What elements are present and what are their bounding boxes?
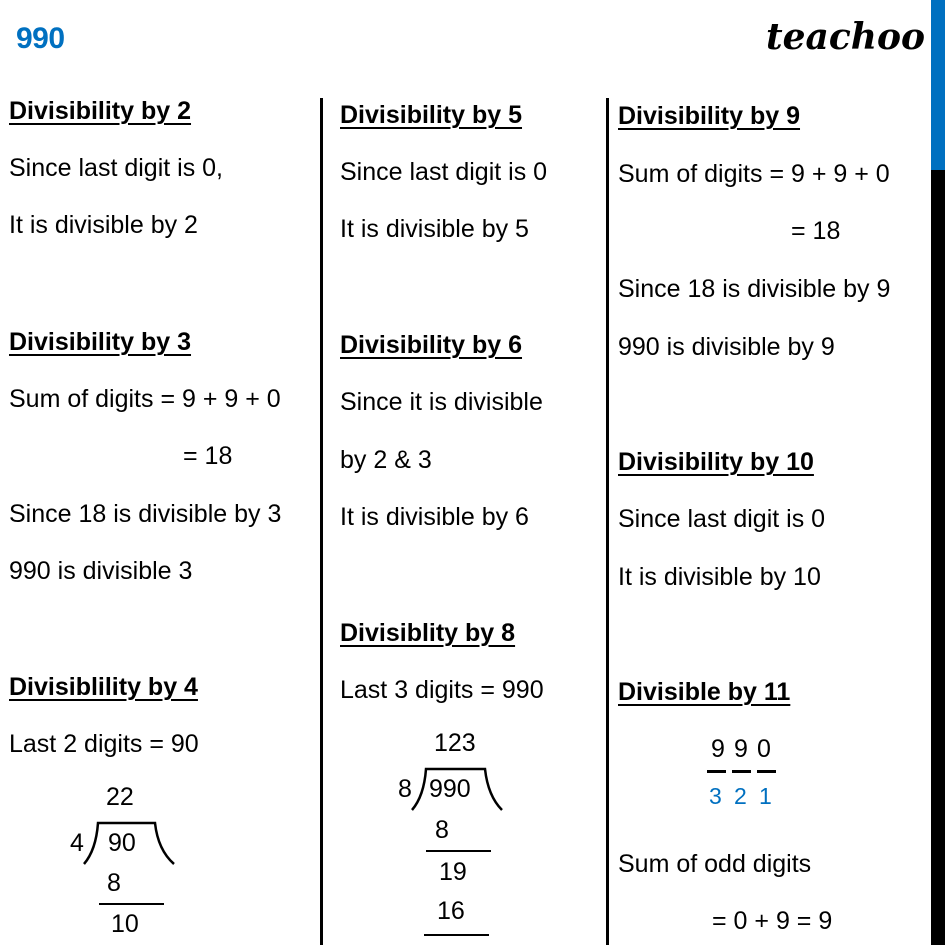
step: 10: [111, 910, 139, 938]
position-number: 3: [709, 783, 722, 809]
quotient: 123: [434, 729, 476, 757]
subtraction-line: [99, 903, 164, 905]
subtraction-line: [426, 850, 491, 852]
text-line: Since 18 is divisible by 9: [618, 275, 891, 303]
digit-underline: [732, 770, 751, 773]
step: 19: [439, 858, 467, 886]
digit: 0: [757, 735, 771, 763]
column-divider-2: [606, 98, 609, 945]
heading-divisibility-5: Divisibility by 5: [340, 101, 523, 129]
text-line: Last 2 digits = 90: [9, 730, 199, 758]
text-line: 990 is divisible 3: [9, 557, 193, 585]
text-line: = 0 + 9 = 9: [712, 907, 833, 935]
text-line: Since last digit is 0: [618, 505, 826, 533]
text-line: by 2 & 3: [340, 446, 432, 474]
teachoo-logo: teachoo: [766, 16, 925, 58]
text-line: Sum of odd digits: [618, 850, 812, 878]
scrollbar[interactable]: [931, 0, 945, 945]
heading-divisibility-2: Divisibility by 2: [9, 97, 192, 125]
text-line: It is divisible by 5: [340, 215, 529, 243]
text-line: Sum of digits = 9 + 9 + 0: [618, 160, 890, 188]
step: 8: [435, 816, 449, 844]
digit: 9: [734, 735, 748, 763]
text-line: 990 is divisible by 9: [618, 333, 835, 361]
step: 16: [437, 897, 465, 925]
text-line: It is divisible by 6: [340, 503, 529, 531]
position-number: 1: [759, 783, 772, 809]
text-line: Since last digit is 0,: [9, 154, 223, 182]
divisor: 8: [398, 775, 412, 803]
digit: 9: [711, 735, 725, 763]
text-line: Since 18 is divisible by 3: [9, 500, 282, 528]
heading-divisibility-10: Divisibility by 10: [618, 448, 814, 476]
text-line: Since it is divisible: [340, 388, 543, 416]
heading-divisibility-8: Divisiblity by 8: [340, 619, 516, 647]
text-line: It is divisible by 2: [9, 211, 198, 239]
column-divider-1: [320, 98, 323, 945]
subtraction-line: [424, 934, 489, 936]
quotient: 22: [106, 783, 134, 811]
text-line: Last 3 digits = 990: [340, 676, 544, 704]
heading-divisibility-11: Divisible by 11: [618, 678, 791, 706]
text-line: = 18: [791, 217, 841, 245]
divisor: 4: [70, 829, 84, 857]
scrollbar-thumb[interactable]: [931, 0, 945, 170]
digit-underline: [757, 770, 776, 773]
heading-divisibility-3: Divisibility by 3: [9, 328, 192, 356]
heading-divisibility-9: Divisibility by 9: [618, 102, 801, 130]
text-line: Sum of digits = 9 + 9 + 0: [9, 385, 281, 413]
digit-underline: [707, 770, 726, 773]
step: 8: [107, 869, 121, 897]
dividend: 90: [108, 829, 136, 857]
text-line: Since last digit is 0: [340, 158, 548, 186]
heading-divisibility-6: Divisibility by 6: [340, 331, 523, 359]
text-line: = 18: [183, 442, 233, 470]
position-number: 2: [734, 783, 747, 809]
page-title: 990: [16, 22, 65, 55]
dividend: 990: [429, 775, 471, 803]
heading-divisibility-4: Divisiblility by 4: [9, 673, 198, 701]
text-line: It is divisible by 10: [618, 563, 821, 591]
